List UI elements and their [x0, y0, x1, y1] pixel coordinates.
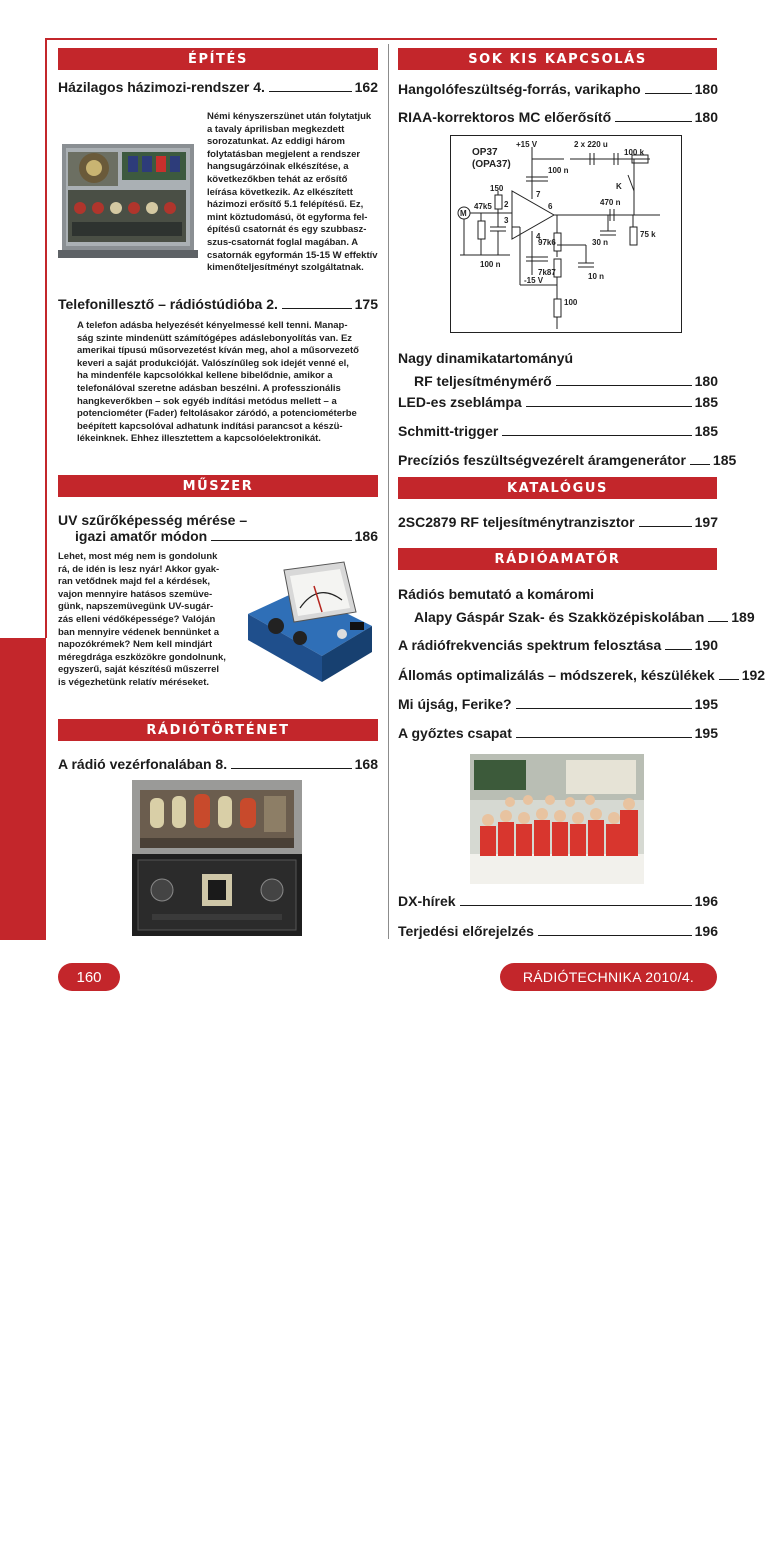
entry-page: 180 — [694, 109, 718, 125]
section-radioamator: RÁDIÓAMATŐR — [398, 548, 717, 570]
frame-top-rule — [45, 38, 717, 40]
entry-title: A rádiófrekvenciás spektrum felosztása — [398, 637, 662, 653]
svg-text:K: K — [616, 182, 622, 191]
leader-line — [231, 768, 352, 769]
entry-title: A rádió vezérfonalában 8. — [58, 756, 228, 772]
svg-text:4: 4 — [536, 232, 541, 241]
uv-meter-photo — [238, 556, 378, 696]
leader-line — [719, 679, 739, 680]
svg-text:100: 100 — [564, 298, 578, 307]
entry-title: Precíziós feszültségvezérelt áramgenerátor — [398, 452, 686, 468]
toc-entry-allomas-optimalizalas[interactable] — [398, 667, 765, 683]
toc-entry-led-zseblampa[interactable] — [398, 394, 718, 410]
entry-page: 195 — [694, 725, 718, 741]
entry-page: 185 — [694, 394, 718, 410]
toc-entry-riaa[interactable] — [398, 109, 718, 125]
svg-text:47k5: 47k5 — [474, 202, 492, 211]
svg-text:7: 7 — [536, 190, 541, 199]
entry-page: 192 — [741, 667, 765, 683]
side-title: TARTALOMJEGYZÉK — [11, 1303, 35, 1550]
toc-entry-dx-hirek[interactable] — [398, 893, 718, 909]
toc-entry-mi-ujsag[interactable] — [398, 696, 718, 712]
page-number-badge: 160 — [58, 963, 120, 991]
entry-title: igazi amatőr módon — [75, 528, 208, 544]
svg-text:M: M — [460, 209, 467, 218]
blurb-hazimozi: Némi kényszerszünet után folytatjuk a tavaly áprilisban megkezdett sorozatunkat. Az eddigi három folytatásban megjelent a rendszer hangsugárzóinak elkészítése, a következőkben tehát az erősítő leírása következik. Az elkészített házimozi erősítő 5.1 felépítésű. Ez, mint köztudomású, öt egyforma fel- építésű csatornát és egy szubbasz- szus-csatornát foglal magában. A csatornák egyformán 15-15 W effektív kimenőteljesítményt szolgáltatnak. — [207, 111, 378, 274]
entry-page: 185 — [712, 452, 737, 468]
section-katalogus: KATALÓGUS — [398, 477, 717, 499]
amplifier-photo — [58, 112, 198, 288]
leader-line — [211, 540, 351, 541]
svg-text:97k6: 97k6 — [538, 238, 556, 247]
svg-text:+15 V: +15 V — [516, 140, 538, 149]
entry-page: 180 — [694, 373, 718, 389]
entry-title: RF teljesítménymérő — [414, 373, 552, 389]
svg-text:30 n: 30 n — [592, 238, 609, 247]
toc-entry-gyoztes-csapat[interactable] — [398, 725, 718, 741]
nagy-dinamika-line1[interactable]: Nagy dinamikatartományú — [398, 350, 574, 366]
svg-text:7k87: 7k87 — [538, 268, 556, 277]
entry-title: RIAA-korrektoros MC előerősítő — [398, 109, 612, 125]
leader-line — [645, 93, 692, 94]
entry-title: LED-es zseblámpa — [398, 394, 522, 410]
entry-title: Terjedési előrejelzés — [398, 923, 534, 939]
svg-text:-15 V: -15 V — [524, 276, 544, 285]
svg-text:100 n: 100 n — [548, 166, 569, 175]
side-title-strip — [0, 638, 46, 1550]
svg-text:100 k: 100 k — [624, 148, 645, 157]
entry-title: Mi újság, Ferike? — [398, 696, 512, 712]
svg-text:(OPA37): (OPA37) — [472, 159, 511, 170]
svg-text:2: 2 — [504, 200, 509, 209]
svg-text:6: 6 — [548, 202, 553, 211]
entry-title: DX-hírek — [398, 893, 456, 909]
section-radiotortenet: RÁDIÓTÖRTÉNET — [58, 719, 378, 741]
section-muszer: MŰSZER — [58, 475, 378, 497]
entry-title: 2SC2879 RF teljesítménytranzisztor — [398, 514, 635, 530]
entry-page: 195 — [694, 696, 718, 712]
svg-text:OP37: OP37 — [472, 147, 498, 158]
toc-entry-schmitt-trigger[interactable] — [398, 423, 718, 439]
toc-entry-hangolofeszultseg[interactable] — [398, 81, 718, 97]
uv-title-line1[interactable]: UV szűrőképesség mérése – — [58, 512, 248, 528]
entry-page: 197 — [694, 514, 718, 530]
toc-entry-uv[interactable] — [75, 528, 378, 544]
leader-line — [269, 91, 352, 92]
entry-title: Állomás optimalizálás – módszerek, készülékek — [398, 667, 715, 683]
svg-text:3: 3 — [504, 216, 509, 225]
section-epites: ÉPÍTÉS — [58, 48, 378, 70]
svg-text:470 n: 470 n — [600, 198, 621, 207]
leader-line — [708, 621, 728, 622]
toc-entry-radios-bemutato[interactable] — [414, 609, 755, 625]
leader-line — [526, 406, 692, 407]
entry-title: Hangolófeszültség-forrás, varikapho — [398, 81, 641, 97]
toc-entry-hazimozi[interactable] — [58, 79, 378, 95]
svg-text:75 k: 75 k — [640, 230, 656, 239]
toc-entry-aramgenerator[interactable] — [398, 452, 737, 468]
entry-page: 175 — [354, 296, 378, 312]
vintage-radio-photo — [132, 780, 302, 936]
entry-page: 168 — [354, 756, 378, 772]
entry-title: Házilagos házimozi-rendszer 4. — [58, 79, 265, 95]
leader-line — [639, 526, 692, 527]
blurb-uv: Lehet, most még nem is gondolunk rá, de idén is lesz nyár! Akkor gyak- ran vetődnek majd fel a kérdések, vajon mennyire hatásos szemüve- günk, napszemüvegünk UV-sugár- zás elleni védőképessége? Valóján ban mennyire védenek bennünket a napozókrémek? Nem kell mindjárt méregdrága eszközökre gondolnunk, egyszerű, saját készítésű műszerrel is végezhetünk relatív méréseket. — [58, 551, 226, 688]
entry-title: Alapy Gáspár Szak- és Szakközépiskolában — [414, 609, 705, 625]
leader-line — [502, 435, 691, 436]
entry-title: Telefonillesztő – rádióstúdióba 2. — [58, 296, 278, 312]
leader-line — [516, 708, 692, 709]
entry-page: 196 — [694, 923, 718, 939]
toc-entry-2sc2879[interactable] — [398, 514, 718, 530]
team-photo — [470, 754, 644, 884]
svg-text:100 n: 100 n — [480, 260, 501, 269]
radios-bemutato-line1[interactable]: Rádiós bemutató a komáromi — [398, 586, 595, 602]
toc-entry-rf-teljesitmenymero[interactable] — [414, 373, 718, 389]
entry-page: 186 — [354, 528, 378, 544]
toc-entry-spektrum[interactable] — [398, 637, 718, 653]
leader-line — [282, 308, 352, 309]
section-sok-kis-kapcsolas: SOK KIS KAPCSOLÁS — [398, 48, 717, 70]
leader-line — [460, 905, 692, 906]
frame-left-rule — [45, 38, 47, 638]
column-divider — [388, 44, 389, 939]
leader-line — [665, 649, 691, 650]
entry-title: Schmitt-trigger — [398, 423, 499, 439]
svg-text:150: 150 — [490, 184, 504, 193]
svg-text:10 n: 10 n — [588, 272, 605, 281]
toc-entry-radio-vezerfonal[interactable] — [58, 756, 378, 772]
entry-page: 190 — [694, 637, 718, 653]
entry-page: 189 — [731, 609, 755, 625]
blurb-telefon: A telefon adásba helyezését kényelmessé kell tenni. Manap- ság szinte mindenütt számítógépes adáslebonyolítás van. Ez amerikai típusú műsorvezetést kíván meg, ahol a műsorvezető keveri a saját produkcióját. Valószínűleg sok idejét venné el, ha mindenféle kapcsolókkal kellene bibelődnie, amikor a telefonálóval szeretne adásban beszélni. A professzionális hangkeverőkben – sok egyéb indítási metódus mellett – a potenciométer (Fader) feltolásakor záródó, a potenciométerbe beépített kapcsolóval adhatunk indítási parancsot a készü- lékeinknek. Ehhez illesztettem a kapcsolóelektronikát. — [77, 320, 359, 445]
riaa-schematic — [450, 135, 682, 333]
svg-text:2 x 220 u: 2 x 220 u — [574, 140, 608, 149]
entry-page: 162 — [354, 79, 378, 95]
leader-line — [615, 121, 691, 122]
leader-line — [516, 737, 692, 738]
entry-page: 196 — [694, 893, 718, 909]
toc-entry-telefon[interactable] — [58, 296, 378, 312]
toc-entry-terjedesi-elorejelzes[interactable] — [398, 923, 718, 939]
leader-line — [538, 935, 692, 936]
leader-line — [690, 464, 710, 465]
entry-page: 185 — [694, 423, 718, 439]
journal-badge: RÁDIÓTECHNIKA 2010/4. — [500, 963, 717, 991]
leader-line — [556, 385, 692, 386]
entry-page: 180 — [694, 81, 718, 97]
entry-title: A győztes csapat — [398, 725, 512, 741]
